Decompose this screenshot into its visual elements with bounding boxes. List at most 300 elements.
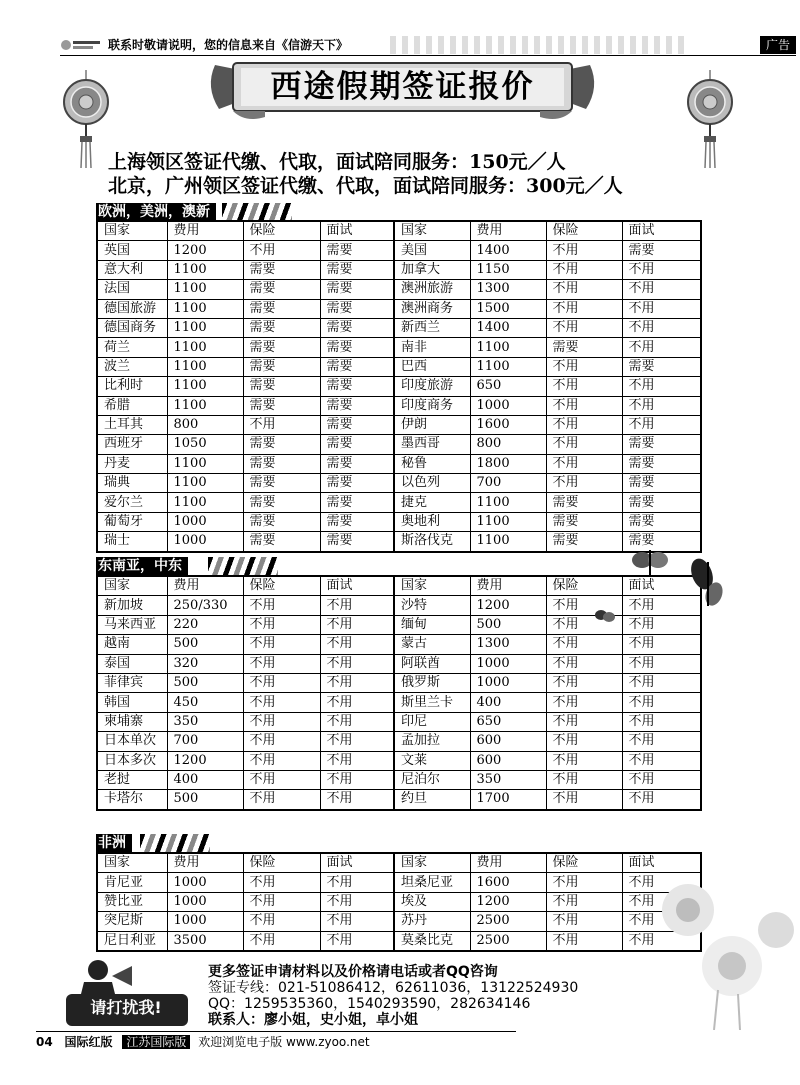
table-cell: 需要 (320, 493, 394, 512)
table-cell: 需要 (622, 241, 701, 260)
table-cell: 需要 (320, 338, 394, 357)
table-cell: 1100 (167, 454, 243, 473)
butterfly-tiny-icon (594, 606, 616, 626)
table-cell: 需要 (320, 280, 394, 299)
table-row (97, 377, 701, 396)
table-row (97, 512, 701, 531)
table-cell: 220 (167, 615, 243, 634)
table-cell: 不用 (546, 280, 622, 299)
table-cell: 不用 (546, 790, 622, 810)
table-row (97, 912, 701, 931)
table-row (97, 790, 701, 810)
header-rule (60, 55, 796, 56)
table-cell: 需要 (320, 299, 394, 318)
table-row (97, 474, 701, 493)
table-cell: 新西兰 (394, 318, 470, 337)
column-header: 面试 (622, 221, 701, 241)
publication-logo-icon (60, 38, 102, 52)
table-cell: 1400 (470, 241, 546, 260)
table-cell: 需要 (243, 338, 320, 357)
table-cell: 泰国 (97, 654, 167, 673)
table-cell: 不用 (622, 654, 701, 673)
table-cell: 葡萄牙 (97, 512, 167, 531)
column-header: 国家 (394, 853, 470, 873)
table-cell: 不用 (243, 931, 320, 951)
table-cell: 需要 (243, 454, 320, 473)
table-cell: 不用 (546, 318, 622, 337)
table-cell: 澳洲商务 (394, 299, 470, 318)
table-cell: 尼泊尔 (394, 770, 470, 789)
table-row (97, 751, 701, 770)
column-header: 国家 (97, 221, 167, 241)
table-header-row (97, 576, 701, 596)
table-cell: 不用 (546, 596, 622, 615)
column-header: 保险 (546, 853, 622, 873)
table-row (97, 396, 701, 415)
table-cell: 1100 (470, 357, 546, 376)
table-cell: 需要 (320, 396, 394, 415)
table-row (97, 532, 701, 552)
table-cell: 不用 (622, 673, 701, 692)
table-cell: 600 (470, 751, 546, 770)
table-cell: 不用 (546, 435, 622, 454)
table-header-row (97, 853, 701, 873)
table-cell: 不用 (243, 770, 320, 789)
table-cell: 1100 (167, 357, 243, 376)
table-row (97, 415, 701, 434)
table-cell: 日本多次 (97, 751, 167, 770)
table-cell: 1100 (167, 318, 243, 337)
column-header: 费用 (167, 576, 243, 596)
table-cell: 1100 (167, 396, 243, 415)
table-cell: 1100 (167, 377, 243, 396)
table-cell: 不用 (320, 790, 394, 810)
table-cell: 不用 (546, 912, 622, 931)
table-cell: 不用 (320, 673, 394, 692)
table-cell: 320 (167, 654, 243, 673)
table-cell: 不用 (622, 338, 701, 357)
table-cell: 1000 (470, 673, 546, 692)
table-cell: 需要 (320, 415, 394, 434)
table-cell: 不用 (622, 299, 701, 318)
table-cell: 不用 (546, 635, 622, 654)
table-cell: 越南 (97, 635, 167, 654)
table-cell: 瑞士 (97, 532, 167, 552)
table-cell: 1300 (470, 280, 546, 299)
table-cell: 不用 (320, 892, 394, 911)
table-cell: 需要 (546, 338, 622, 357)
table-cell: 不用 (320, 931, 394, 951)
table-cell: 爱尔兰 (97, 493, 167, 512)
table-cell: 德国旅游 (97, 299, 167, 318)
table-cell: 不用 (546, 454, 622, 473)
contact-hotline: 签证专线：021-51086412，62611036，13122524930 (208, 980, 579, 996)
table-cell: 不用 (622, 790, 701, 810)
visa-table-africa (96, 852, 702, 952)
table-cell: 3500 (167, 931, 243, 951)
section-label-southeast-asia-middle-east: 东南亚，中东 (96, 557, 188, 575)
contact-headline: 更多签证申请材料以及价格请电话或者QQ咨询 (208, 964, 498, 980)
table-row (97, 338, 701, 357)
table-cell: 荷兰 (97, 338, 167, 357)
table-cell: 1100 (167, 280, 243, 299)
table-cell: 不用 (546, 357, 622, 376)
table-row (97, 454, 701, 473)
table-cell: 斯里兰卡 (394, 693, 470, 712)
column-header: 保险 (243, 853, 320, 873)
subtitle-beijing: 北京，广州领区签证代缴、代取，面试陪同服务：300元／人 (108, 175, 623, 197)
table-cell: 不用 (243, 790, 320, 810)
table-cell: 不用 (622, 931, 701, 951)
table-cell: 不用 (622, 615, 701, 634)
table-cell: 不用 (546, 693, 622, 712)
source-notice: 联系时敬请说明，您的信息来自《信游天下》 (108, 38, 349, 52)
table-cell: 瑞典 (97, 474, 167, 493)
table-cell: 不用 (546, 732, 622, 751)
table-cell: 不用 (622, 912, 701, 931)
column-header: 保险 (546, 576, 622, 596)
table-cell: 需要 (320, 260, 394, 279)
table-cell: 印度旅游 (394, 377, 470, 396)
table-cell: 墨西哥 (394, 435, 470, 454)
table-cell: 不用 (320, 615, 394, 634)
table-cell: 400 (167, 770, 243, 789)
table-cell: 需要 (320, 318, 394, 337)
column-header: 面试 (622, 853, 701, 873)
table-cell: 约旦 (394, 790, 470, 810)
table-cell: 西班牙 (97, 435, 167, 454)
table-cell: 加拿大 (394, 260, 470, 279)
table-cell: 450 (167, 693, 243, 712)
table-cell: 秘鲁 (394, 454, 470, 473)
table-cell: 蒙古 (394, 635, 470, 654)
table-row (97, 654, 701, 673)
contact-qq: QQ：1259535360，1540293590，282634146 (208, 996, 531, 1012)
table-cell: 需要 (320, 474, 394, 493)
table-cell: 1200 (470, 596, 546, 615)
table-cell: 不用 (243, 615, 320, 634)
section-stripes (222, 203, 292, 221)
table-cell: 不用 (320, 596, 394, 615)
table-cell: 不用 (243, 596, 320, 615)
table-cell: 不用 (320, 751, 394, 770)
title-banner (205, 57, 600, 127)
table-cell: 350 (470, 770, 546, 789)
column-header: 费用 (167, 221, 243, 241)
table-cell: 菲律宾 (97, 673, 167, 692)
table-cell: 不用 (546, 873, 622, 892)
table-cell: 1100 (167, 493, 243, 512)
table-cell: 500 (470, 615, 546, 634)
table-cell: 需要 (243, 493, 320, 512)
table-cell: 美国 (394, 241, 470, 260)
table-cell: 需要 (622, 357, 701, 376)
table-cell: 800 (167, 415, 243, 434)
table-cell: 南非 (394, 338, 470, 357)
table-cell: 希腊 (97, 396, 167, 415)
table-cell: 1400 (470, 318, 546, 337)
table-cell: 1100 (470, 493, 546, 512)
page-title: 西途假期签证报价 (270, 69, 535, 105)
table-cell: 柬埔寨 (97, 712, 167, 731)
column-header: 保险 (243, 576, 320, 596)
table-cell: 需要 (243, 260, 320, 279)
table-cell: 尼日利亚 (97, 931, 167, 951)
table-cell: 1100 (470, 338, 546, 357)
table-header-row (97, 221, 701, 241)
table-cell: 需要 (243, 512, 320, 531)
table-cell: 1000 (470, 654, 546, 673)
table-cell: 韩国 (97, 693, 167, 712)
table-cell: 需要 (243, 396, 320, 415)
table-row (97, 435, 701, 454)
subtitle-shanghai: 上海领区签证代缴、代取，面试陪同服务：150元／人 (108, 151, 566, 173)
column-header: 面试 (320, 576, 394, 596)
section-stripes (208, 557, 278, 575)
table-cell: 不用 (546, 673, 622, 692)
butterfly-small-icon (630, 548, 670, 578)
table-cell: 埃及 (394, 892, 470, 911)
table-cell: 不用 (546, 770, 622, 789)
table-cell: 不用 (622, 873, 701, 892)
table-cell: 不用 (546, 241, 622, 260)
table-cell: 不用 (622, 635, 701, 654)
table-row (97, 357, 701, 376)
table-cell: 捷克 (394, 493, 470, 512)
table-cell: 不用 (622, 693, 701, 712)
table-cell: 俄罗斯 (394, 673, 470, 692)
table-cell: 老挝 (97, 770, 167, 789)
table-cell: 不用 (320, 654, 394, 673)
table-cell: 不用 (320, 770, 394, 789)
table-cell: 需要 (546, 493, 622, 512)
visa-table-europe-america (96, 220, 702, 553)
table-cell: 需要 (243, 357, 320, 376)
table-cell: 不用 (622, 415, 701, 434)
column-header: 费用 (470, 221, 546, 241)
table-cell: 不用 (546, 396, 622, 415)
table-cell: 不用 (622, 260, 701, 279)
table-cell: 不用 (320, 873, 394, 892)
table-cell: 阿联酋 (394, 654, 470, 673)
table-row (97, 931, 701, 951)
table-cell: 印尼 (394, 712, 470, 731)
section-label-europe-america: 欧洲，美洲，澳新 (96, 203, 216, 221)
table-cell: 不用 (320, 635, 394, 654)
edition-name: 国际红版 (64, 1035, 113, 1049)
table-cell: 1000 (167, 512, 243, 531)
table-cell: 日本单次 (97, 732, 167, 751)
edition-box: 江苏国际版 (122, 1035, 190, 1049)
section-stripes (140, 834, 210, 852)
table-cell: 不用 (243, 654, 320, 673)
table-cell: 500 (167, 790, 243, 810)
table-cell: 沙特 (394, 596, 470, 615)
table-cell: 不用 (622, 318, 701, 337)
table-row (97, 712, 701, 731)
table-cell: 需要 (320, 357, 394, 376)
table-cell: 700 (167, 732, 243, 751)
section-label-africa: 非洲 (96, 834, 132, 852)
table-cell: 不用 (546, 712, 622, 731)
column-header: 国家 (97, 576, 167, 596)
table-cell: 2500 (470, 931, 546, 951)
table-cell: 不用 (546, 474, 622, 493)
table-cell: 不用 (546, 931, 622, 951)
table-cell: 1000 (167, 532, 243, 552)
table-row (97, 673, 701, 692)
page-number: 04 (36, 1035, 53, 1049)
table-cell: 巴西 (394, 357, 470, 376)
table-cell: 法国 (97, 280, 167, 299)
table-cell: 1200 (470, 892, 546, 911)
table-cell: 2500 (470, 912, 546, 931)
table-cell: 以色列 (394, 474, 470, 493)
table-cell: 400 (470, 693, 546, 712)
table-cell: 不用 (546, 654, 622, 673)
table-cell: 不用 (546, 377, 622, 396)
table-cell: 需要 (622, 493, 701, 512)
table-cell: 不用 (622, 396, 701, 415)
column-header: 面试 (320, 221, 394, 241)
header-stripe (390, 36, 690, 54)
table-row (97, 318, 701, 337)
table-cell: 1100 (167, 338, 243, 357)
table-cell: 不用 (243, 241, 320, 260)
column-header: 费用 (167, 853, 243, 873)
column-header: 保险 (243, 221, 320, 241)
table-cell: 1500 (470, 299, 546, 318)
column-header: 国家 (394, 221, 470, 241)
table-cell: 1000 (167, 912, 243, 931)
table-cell: 需要 (622, 512, 701, 531)
column-header: 费用 (470, 576, 546, 596)
table-cell: 1200 (167, 241, 243, 260)
table-cell: 坦桑尼亚 (394, 873, 470, 892)
table-cell: 澳洲旅游 (394, 280, 470, 299)
table-cell: 需要 (243, 280, 320, 299)
table-cell: 不用 (546, 751, 622, 770)
table-cell: 1700 (470, 790, 546, 810)
table-cell: 不用 (546, 415, 622, 434)
column-header: 面试 (320, 853, 394, 873)
column-header: 国家 (394, 576, 470, 596)
table-cell: 不用 (622, 770, 701, 789)
table-cell: 需要 (320, 377, 394, 396)
call-badge-label: 请打扰我! (90, 998, 162, 1017)
flower-decoration-icon (628, 870, 800, 1030)
table-cell: 不用 (243, 712, 320, 731)
butterfly-icon (690, 556, 726, 610)
footer-rule (36, 1031, 516, 1032)
table-cell: 不用 (243, 912, 320, 931)
table-cell: 1100 (167, 260, 243, 279)
ad-label: 广告 (760, 36, 796, 54)
header-bar (60, 36, 796, 54)
table-cell: 波兰 (97, 357, 167, 376)
table-cell: 比利时 (97, 377, 167, 396)
website-link[interactable]: 欢迎浏览电子版 www.zyoo.net (198, 1035, 370, 1049)
table-row (97, 770, 701, 789)
table-cell: 不用 (243, 673, 320, 692)
table-cell: 1600 (470, 415, 546, 434)
table-cell: 突尼斯 (97, 912, 167, 931)
table-cell: 1100 (470, 512, 546, 531)
table-cell: 孟加拉 (394, 732, 470, 751)
table-cell: 需要 (243, 377, 320, 396)
table-row (97, 873, 701, 892)
table-cell: 600 (470, 732, 546, 751)
table-cell: 莫桑比克 (394, 931, 470, 951)
column-header: 保险 (546, 221, 622, 241)
table-cell: 800 (470, 435, 546, 454)
table-cell: 不用 (243, 892, 320, 911)
table-cell: 需要 (622, 435, 701, 454)
table-cell: 新加坡 (97, 596, 167, 615)
table-cell: 不用 (546, 299, 622, 318)
table-cell: 需要 (546, 532, 622, 552)
table-cell: 赞比亚 (97, 892, 167, 911)
table-cell: 不用 (622, 732, 701, 751)
table-cell: 不用 (320, 693, 394, 712)
table-cell: 马来西亚 (97, 615, 167, 634)
table-row (97, 892, 701, 911)
table-cell: 不用 (546, 615, 622, 634)
contact-block (208, 964, 578, 1028)
table-cell: 需要 (243, 299, 320, 318)
table-cell: 需要 (622, 454, 701, 473)
table-cell: 不用 (320, 732, 394, 751)
table-cell: 不用 (622, 712, 701, 731)
table-cell: 不用 (320, 912, 394, 931)
table-cell: 丹麦 (97, 454, 167, 473)
table-cell: 不用 (320, 712, 394, 731)
table-cell: 700 (470, 474, 546, 493)
table-row (97, 635, 701, 654)
left-medal-icon (62, 70, 110, 170)
table-cell: 650 (470, 377, 546, 396)
table-cell: 斯洛伐克 (394, 532, 470, 552)
table-cell: 苏丹 (394, 912, 470, 931)
table-cell: 1000 (167, 892, 243, 911)
table-cell: 奥地利 (394, 512, 470, 531)
table-cell: 需要 (622, 532, 701, 552)
table-cell: 1000 (470, 396, 546, 415)
table-cell: 不用 (546, 892, 622, 911)
table-row (97, 280, 701, 299)
table-cell: 需要 (243, 474, 320, 493)
table-cell: 不用 (243, 751, 320, 770)
table-cell: 需要 (320, 532, 394, 552)
table-cell: 不用 (243, 873, 320, 892)
table-cell: 1000 (167, 873, 243, 892)
table-row (97, 493, 701, 512)
table-cell: 需要 (243, 318, 320, 337)
table-cell: 不用 (622, 751, 701, 770)
table-cell: 意大利 (97, 260, 167, 279)
table-cell: 文莱 (394, 751, 470, 770)
table-row (97, 260, 701, 279)
table-cell: 1800 (470, 454, 546, 473)
column-header: 面试 (622, 576, 701, 596)
table-row (97, 732, 701, 751)
table-cell: 需要 (243, 435, 320, 454)
contact-people: 联系人：廖小姐，史小姐，卓小姐 (208, 1012, 418, 1028)
table-cell: 500 (167, 673, 243, 692)
column-header: 国家 (97, 853, 167, 873)
table-cell: 德国商务 (97, 318, 167, 337)
table-cell: 不用 (622, 377, 701, 396)
